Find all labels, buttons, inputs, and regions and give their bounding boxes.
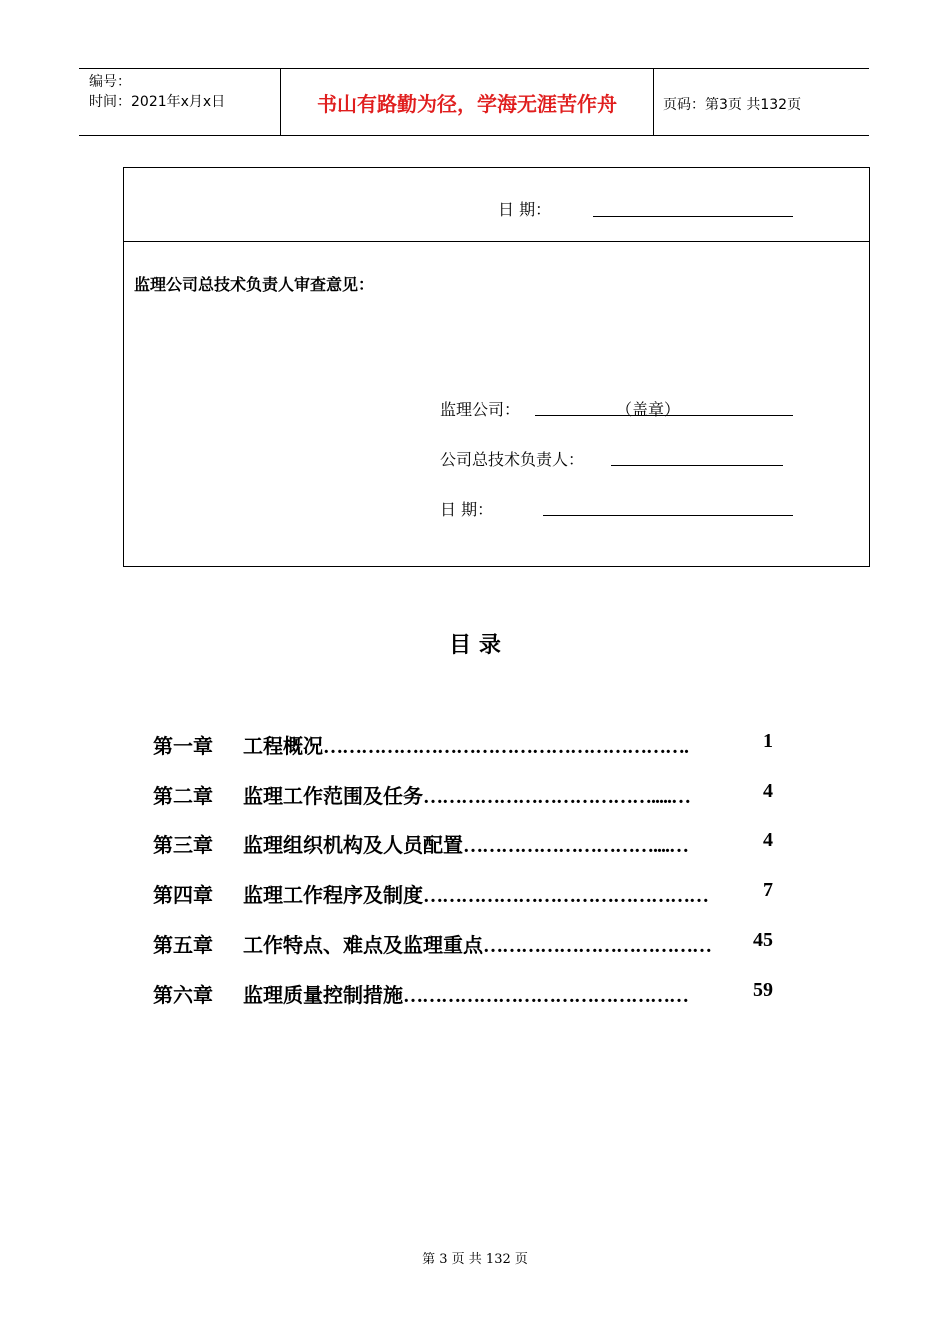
toc-leader-dots: …………………………………………………. — [323, 736, 688, 758]
date-field[interactable] — [543, 496, 793, 516]
header-bottom-rule — [79, 135, 869, 136]
toc-leader-dots: ……………………………… — [483, 935, 711, 957]
toc-entry-title: 监理质量控制措施 — [243, 983, 403, 1007]
toc-page-number: 4 — [763, 780, 773, 802]
toc-page-number: 1 — [763, 730, 773, 752]
top-date-field[interactable] — [593, 198, 793, 217]
time-label: 时间：2021年x月x日 — [89, 94, 226, 110]
header-page-label: 页码：第3页 共132页 — [663, 97, 802, 113]
company-label: 监理公司： — [440, 400, 521, 419]
toc-page-number: 4 — [763, 829, 773, 851]
toc-leader-dots: ……………………………………… — [423, 885, 708, 907]
seal-text: （盖章） — [616, 400, 681, 419]
serial-label: 编号： — [89, 74, 131, 90]
review-box-divider — [124, 241, 870, 242]
date-label: 日 期： — [440, 500, 494, 519]
toc-chapter: 第四章 — [153, 883, 213, 907]
toc-leader-dots: …………………………....… — [463, 835, 688, 857]
chief-field[interactable] — [611, 446, 783, 466]
chief-label: 公司总技术负责人： — [440, 450, 585, 469]
toc-leader-dots: ……………………………….....… — [423, 786, 690, 808]
toc-entry-title: 监理工作范围及任务 — [243, 784, 423, 808]
toc-page-number: 45 — [753, 929, 773, 951]
toc-chapter: 第五章 — [153, 933, 213, 957]
header-top-rule — [79, 68, 869, 69]
toc-entry-title: 监理工作程序及制度 — [243, 883, 423, 907]
toc-entry-title: 工作特点、难点及监理重点 — [243, 933, 483, 957]
top-date-label: 日 期： — [498, 200, 552, 219]
header-motto: 书山有路勤为径，学海无涯苦作舟 — [317, 92, 617, 116]
page-footer: 第 3 页 共 132 页 — [422, 1252, 528, 1267]
toc-chapter: 第六章 — [153, 983, 213, 1007]
toc-page-number: 7 — [763, 879, 773, 901]
header-divider-right — [653, 68, 654, 136]
toc-entry-title: 监理组织机构及人员配置 — [243, 833, 463, 857]
toc-entry[interactable] — [153, 780, 773, 810]
review-section-label: 监理公司总技术负责人审查意见： — [134, 275, 375, 294]
toc-title: 目 录 — [449, 633, 501, 658]
toc-entry[interactable] — [153, 730, 773, 760]
toc-leader-dots: ……………………………………… — [403, 985, 688, 1007]
toc-entry-title: 工程概况 — [243, 734, 323, 758]
toc-entry[interactable] — [153, 929, 773, 959]
toc-entry[interactable] — [153, 879, 773, 909]
toc-entry[interactable] — [153, 829, 773, 859]
toc-chapter: 第三章 — [153, 833, 213, 857]
toc-chapter: 第一章 — [153, 734, 213, 758]
toc-entry[interactable] — [153, 979, 773, 1009]
toc-page-number: 59 — [753, 979, 773, 1001]
toc-chapter: 第二章 — [153, 784, 213, 808]
